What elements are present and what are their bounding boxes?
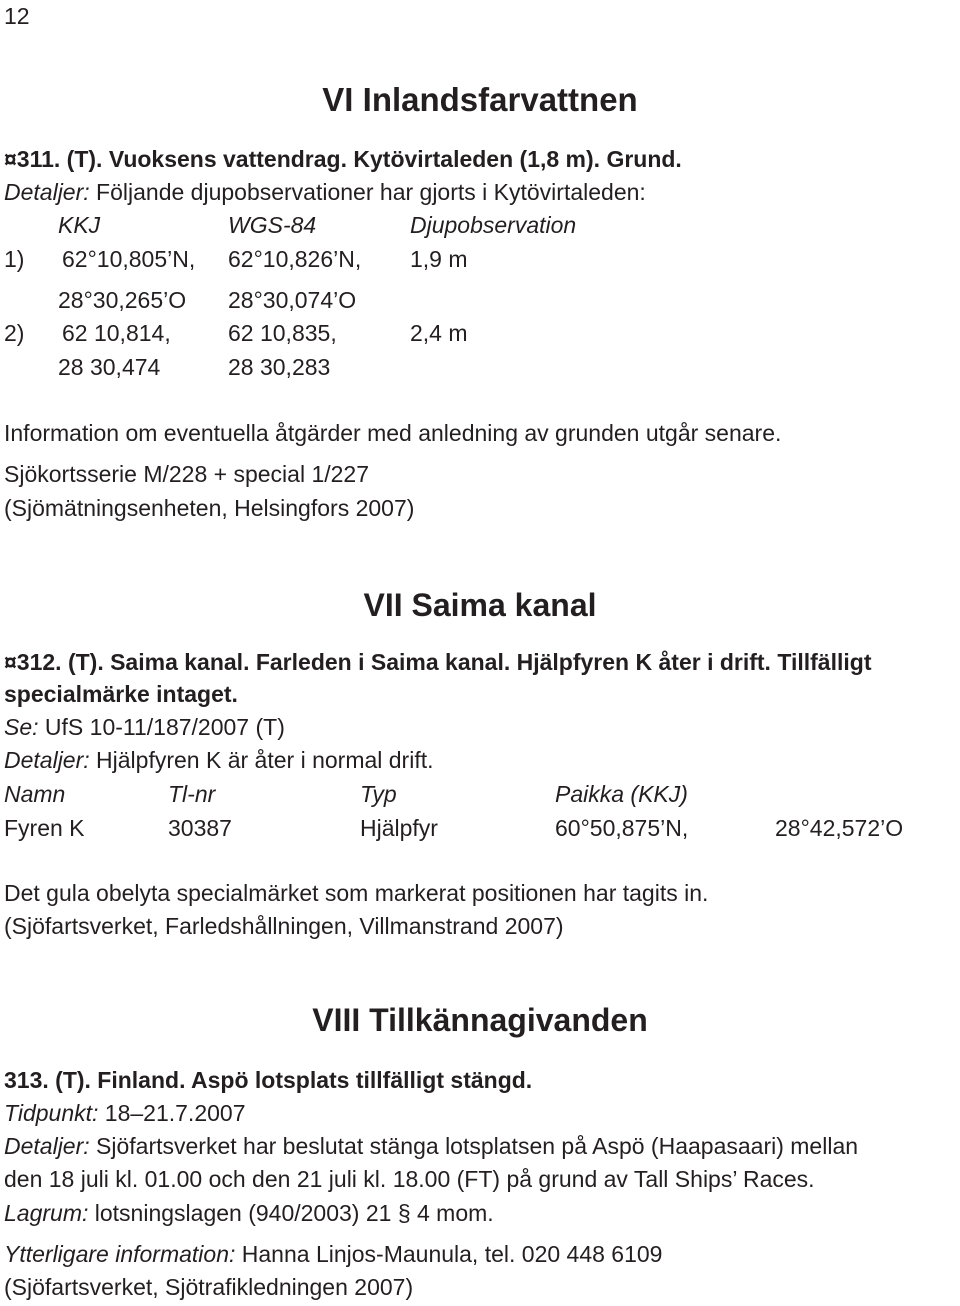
table-cell-name: Fyren K [4,815,85,841]
table-header-name: Namn [4,781,66,807]
table-cell-kkj-lon: 28 30,474 [58,354,161,380]
time-label: Tidpunkt: [4,1100,99,1126]
table-header-depth: Djupobservation [410,212,577,238]
page-number: 12 [4,3,30,29]
notice-313-source: (Sjöfartsverket, Sjötrafikledningen 2007) [4,1274,414,1300]
section-heading-inland-waters: VI Inlandsfarvattnen [322,81,638,118]
table-header-wgs84: WGS-84 [228,212,317,238]
table-cell-wgs-lat: 62 10,835, [228,320,337,346]
details-text: Följande djupobservationer har gjorts i Kytövirtaleden: [89,179,646,205]
notice-312-title-line1: ¤312. (T). Saima kanal. Farleden i Saima kanal. Hjälpfyren K åter i drift. Tillfälligt [4,649,872,675]
notice-312-reference [4,713,285,741]
se-label: Se: [4,714,39,740]
table-header-type: Typ [360,781,397,807]
more-info-text: Hanna Linjos-Maunula, tel. 020 448 6109 [235,1241,663,1267]
time-text: 18–21.7.2007 [98,1100,246,1126]
table-cell-kkj-lat: 62 10,814, [62,320,171,346]
details-label: Detaljer: [4,747,90,773]
notice-313-time [4,1099,246,1127]
notice-311-chart-series: Sjökortsserie M/228 + special 1/227 [4,461,370,487]
details-text: Hjälpfyren K är åter i normal drift. [89,747,434,773]
table-header-kkj: KKJ [58,212,101,238]
notice-311-title: ¤311. (T). Vuoksens vattendrag. Kytövirtaleden (1,8 m). Grund. [4,146,682,172]
notice-312-details [4,746,434,774]
table-cell-number: 30387 [168,815,232,841]
notice-311-info: Information om eventuella åtgärder med anledning av grunden utgår senare. [4,420,782,446]
table-cell-kkj-lat: 62°10,805’N, [62,246,196,272]
notice-313-details-line1 [4,1132,858,1160]
law-text: lotsningslagen (940/2003) 21 § 4 mom. [88,1200,494,1226]
table-cell-longitude: 28°42,572’O [775,815,904,841]
table-cell-wgs-lon: 28 30,283 [228,354,331,380]
section-heading-saima-canal: VII Saima kanal [363,587,597,623]
table-row-number: 2) [4,320,25,346]
notice-313-title: 313. (T). Finland. Aspö lotsplats tillfälligt stängd. [4,1067,533,1093]
table-cell-type: Hjälpfyr [360,815,438,841]
table-cell-depth: 1,9 m [410,246,468,272]
table-header-number: Tl-nr [168,781,216,807]
notice-313-details-line2: den 18 juli kl. 01.00 och den 21 juli kl. 18.00 (FT) på grund av Tall Ships’ Races. [4,1166,815,1192]
notice-313-more-info [4,1240,662,1268]
more-info-label: Ytterligare information: [4,1241,236,1267]
table-cell-latitude: 60°50,875’N, [555,815,689,841]
table-cell-wgs-lat: 62°10,826’N, [228,246,362,272]
notice-311-details [4,178,646,206]
notice-311-source: (Sjömätningsenheten, Helsingfors 2007) [4,495,415,521]
section-heading-announcements: VIII Tillkännagivanden [312,1002,648,1038]
table-cell-depth: 2,4 m [410,320,468,346]
se-text: UfS 10-11/187/2007 (T) [38,714,285,740]
table-row-number: 1) [4,246,25,272]
details-label: Detaljer: [4,179,90,205]
table-cell-wgs-lon: 28°30,074’O [228,287,357,313]
notice-312-info: Det gula obelyta specialmärket som markerat positionen har tagits in. [4,880,709,906]
notice-312-title-line2: specialmärke intaget. [4,681,238,707]
details-label: Detaljer: [4,1133,90,1159]
table-header-position: Paikka (KKJ) [555,781,688,807]
notice-312-source: (Sjöfartsverket, Farledshållningen, Villmanstrand 2007) [4,913,564,939]
table-cell-kkj-lon: 28°30,265’O [58,287,187,313]
details-text: Sjöfartsverket har beslutat stänga lotsplatsen på Aspö (Haapasaari) mellan [89,1133,859,1159]
law-label: Lagrum: [4,1200,89,1226]
notice-313-legal-basis [4,1199,494,1227]
